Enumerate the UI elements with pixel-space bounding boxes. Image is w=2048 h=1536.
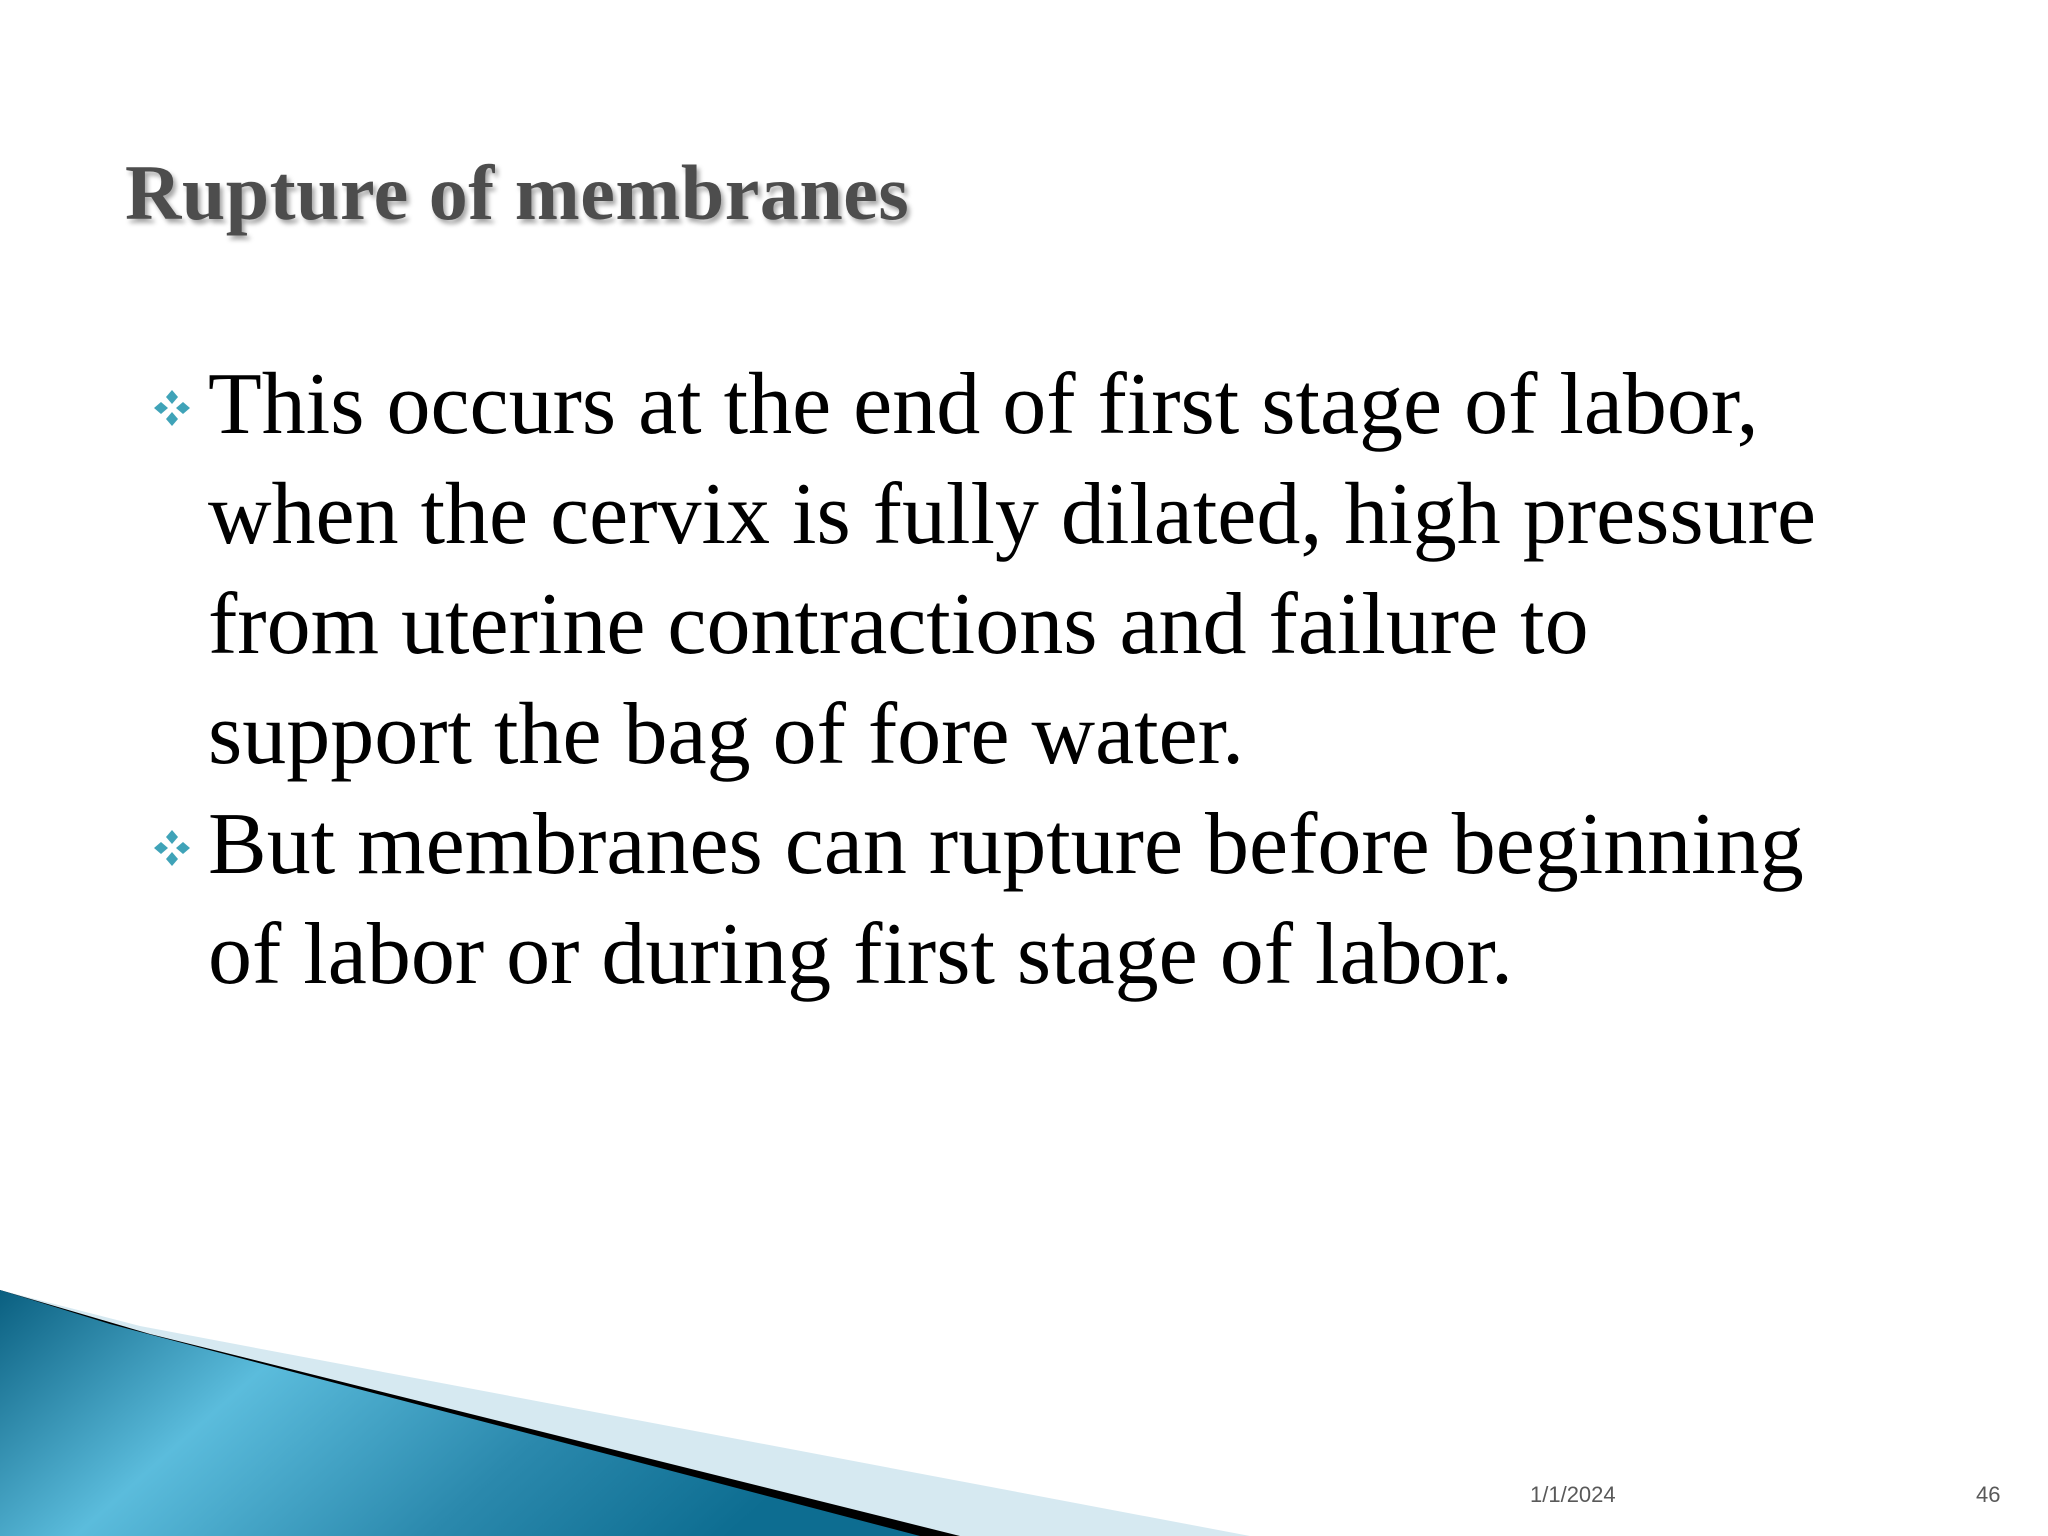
four-diamond-bullet-icon [152, 828, 192, 868]
bullet-item [150, 350, 1950, 790]
bullet-line: when the cervix is fully dilated, high pressure [208, 466, 1817, 563]
bullet-line: from uterine contractions and failure to [208, 576, 1589, 673]
slide-title: Rupture of membranes [125, 149, 910, 236]
bullet-item [150, 790, 1950, 1010]
four-diamond-bullet-icon [152, 388, 192, 428]
footer-page-number: 46 [1976, 1482, 2001, 1507]
bullet-list [150, 350, 1950, 1010]
bullet-line: This occurs at the end of first stage of labor, [208, 356, 1759, 453]
footer-date: 1/1/2024 [1530, 1482, 1616, 1507]
bullet-line: of labor or during first stage of labor. [208, 906, 1514, 1003]
decorative-swoosh [0, 1290, 2048, 1536]
bullet-line: But membranes can rupture before beginning [208, 796, 1804, 893]
bullet-line: support the bag of fore water. [208, 686, 1245, 783]
